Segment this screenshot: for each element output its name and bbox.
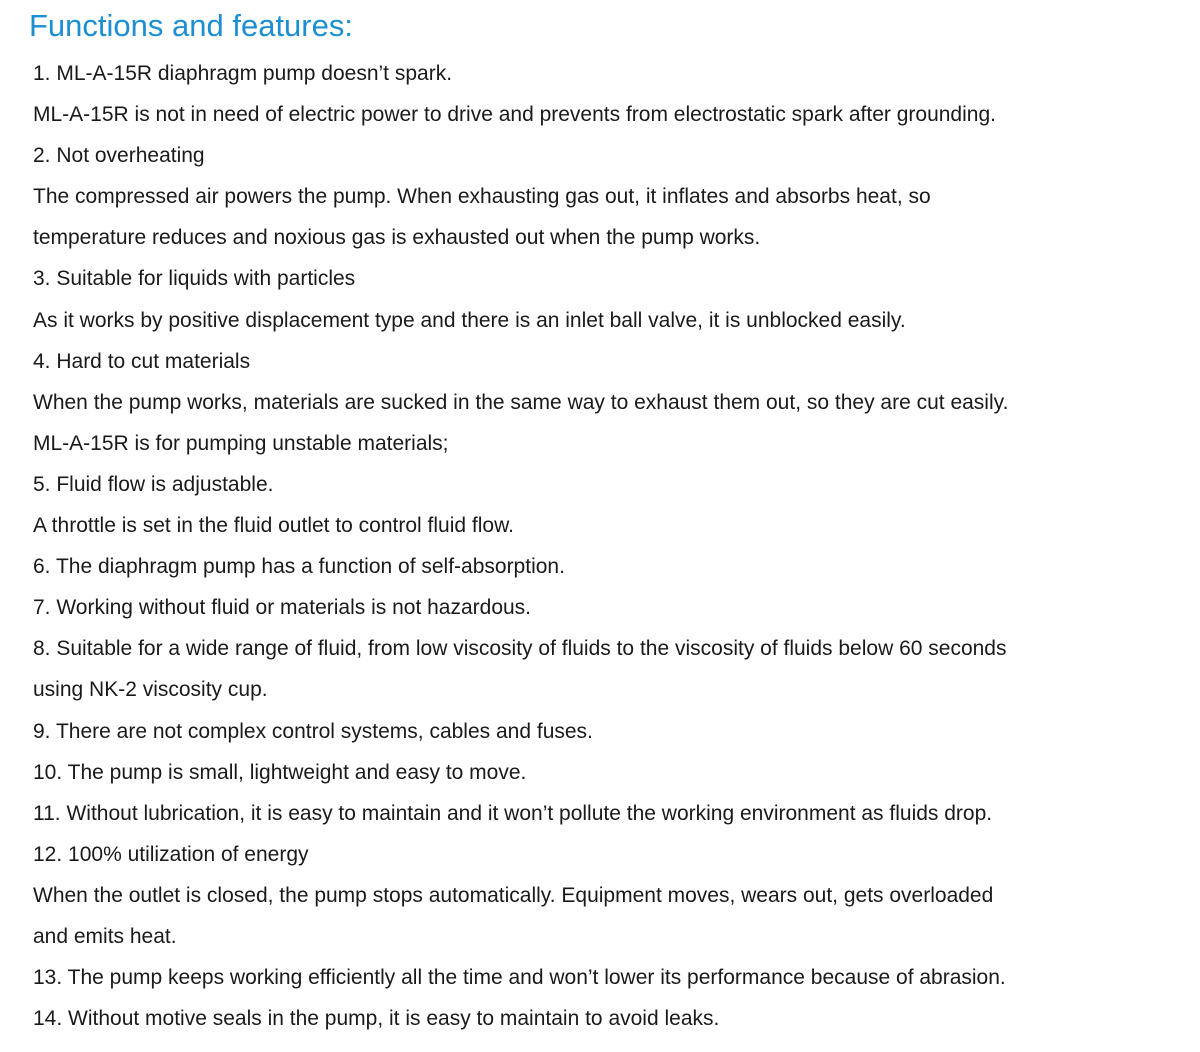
feature-line: 3. Suitable for liquids with particles: [33, 267, 356, 291]
feature-line: 11. Without lubrication, it is easy to maintain and it won’t pollute the working environment as fluids drop.: [33, 801, 993, 825]
feature-line: A throttle is set in the fluid outlet to control fluid flow.: [33, 514, 514, 538]
section-heading: Functions and features:: [29, 8, 353, 43]
feature-line: ML-A-15R is not in need of electric power to drive and prevents from electrostatic spark after grounding.: [33, 103, 996, 127]
feature-line: 2. Not overheating: [33, 144, 205, 168]
feature-line: temperature reduces and noxious gas is exhausted out when the pump works.: [33, 226, 761, 250]
feature-line: When the pump works, materials are sucked in the same way to exhaust them out, so they are cut easily.: [33, 390, 1009, 414]
feature-line: using NK-2 viscosity cup.: [33, 678, 268, 702]
feature-line: 5. Fluid flow is adjustable.: [33, 472, 274, 496]
feature-line: 1. ML-A-15R diaphragm pump doesn’t spark.: [33, 62, 453, 85]
feature-line: 9. There are not complex control systems, cables and fuses.: [33, 719, 593, 743]
feature-line: 4. Hard to cut materials: [33, 349, 251, 373]
feature-line: When the outlet is closed, the pump stops automatically. Equipment moves, wears out, gets overloaded: [33, 883, 994, 907]
feature-line: 14. Without motive seals in the pump, it is easy to maintain to avoid leaks.: [33, 1007, 720, 1031]
feature-line: The compressed air powers the pump. When exhausting gas out, it inflates and absorbs heat, so: [33, 185, 931, 209]
feature-line: 7. Working without fluid or materials is not hazardous.: [33, 596, 532, 620]
feature-line: As it works by positive displacement type and there is an inlet ball valve, it is unblocked easily.: [33, 308, 906, 332]
feature-line: 6. The diaphragm pump has a function of self-absorption.: [33, 555, 565, 579]
feature-line: 8. Suitable for a wide range of fluid, from low viscosity of fluids to the viscosity of fluids below 60 seconds: [33, 637, 1007, 661]
feature-line: 10. The pump is small, lightweight and easy to move.: [33, 760, 527, 784]
feature-line: ML-A-15R is for pumping unstable materials;: [33, 431, 449, 455]
feature-line: 13. The pump keeps working efficiently all the time and won’t lower its performance because of abrasion.: [33, 966, 1006, 990]
feature-line: 12. 100% utilization of energy: [33, 842, 309, 866]
features-list: [33, 53, 1008, 1039]
feature-line: and emits heat.: [33, 924, 177, 948]
